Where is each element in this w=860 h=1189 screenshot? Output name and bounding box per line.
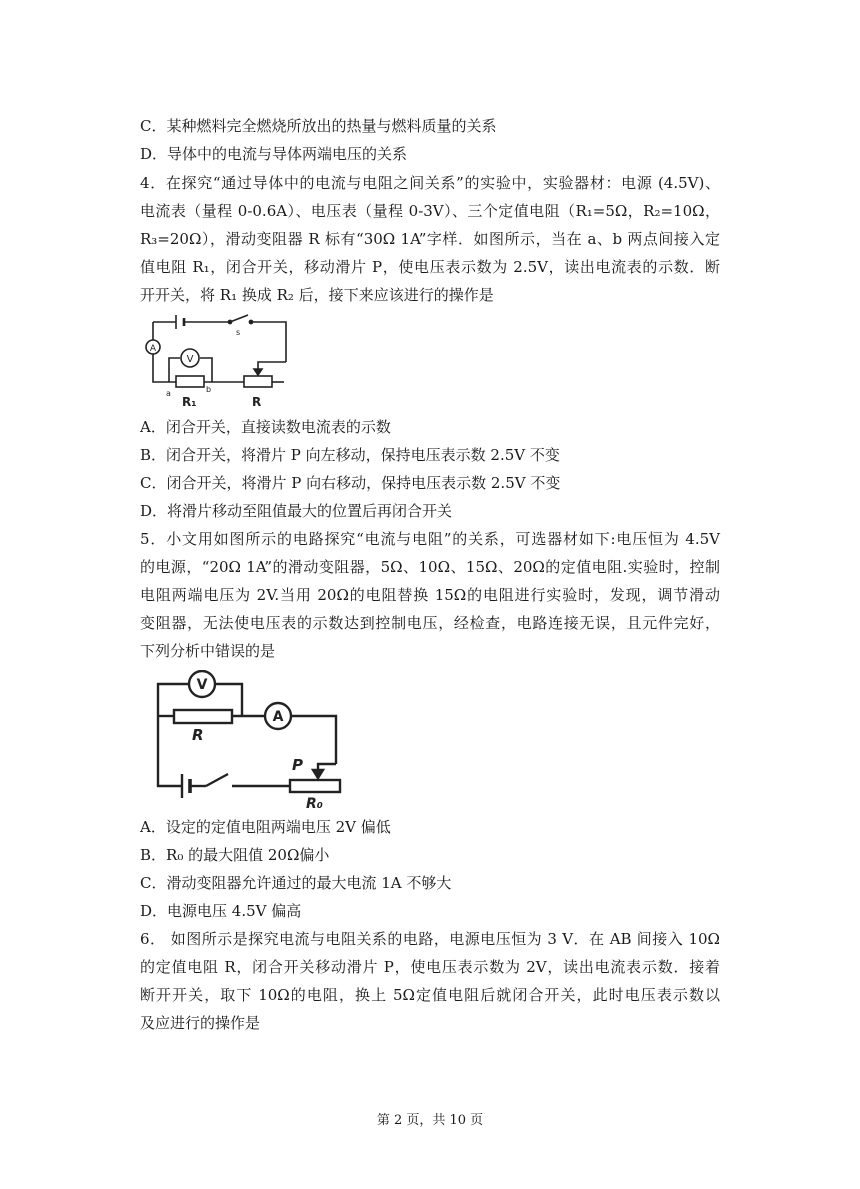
- q4-r1-label: R₁: [182, 395, 197, 409]
- q5-r0-label: R₀: [306, 796, 323, 810]
- q5-stem-line-4: 变阻器，无法使电压表的示数达到控制电压，经检查，电路连接无误，且元件完好，: [140, 614, 720, 632]
- q4-option-b: B．闭合开关，将滑片 P 向左移动，保持电压表示数 2.5V 不变: [140, 446, 560, 464]
- q5-stem-line-1: 5．小文用如图所示的电路探究“电流与电阻”的关系，可选器材如下:电压恒为 4.5V: [140, 530, 720, 548]
- q6-stem-line-3: 断开开关，取下 10Ω的电阻，换上 5Ω定值电阻后就闭合开关，此时电压表示数以: [140, 986, 720, 1004]
- page-footer: 第 2 页，共 10 页: [376, 1113, 484, 1128]
- q5-ammeter-label: A: [272, 709, 284, 725]
- q3-option-d: D．导体中的电流与导体两端电压的关系: [140, 145, 408, 163]
- q5-r-label: R: [192, 726, 204, 744]
- q5-stem-line-3: 电阻两端电压为 2V.当用 20Ω的电阻替换 15Ω的电阻进行实验时，发现，调节滑动: [140, 586, 720, 604]
- q5-p-label: P: [292, 756, 303, 774]
- q5-option-b: B．R₀ 的最大阻值 20Ω偏小: [140, 846, 330, 864]
- q5-stem-line-2: 的电源，“20Ω 1A”的滑动变阻器，5Ω、10Ω、15Ω、20Ω的定值电阻.实验时，控制: [140, 558, 720, 576]
- q4-stem-line-4: 值电阻 R₁，闭合开关，移动滑片 P，使电压表示数为 2.5V，读出电流表的示数．断: [140, 258, 720, 276]
- q4-ammeter-label: A: [149, 344, 157, 354]
- q5-option-a: A．设定的定值电阻两端电压 2V 偏低: [140, 818, 391, 836]
- q4-point-b-label: b: [206, 385, 212, 394]
- q4-switch-label: s: [236, 328, 241, 337]
- q6-stem-line-1: 6． 如图所示是探究电流与电阻关系的电路，电源电压恒为 3 V．在 AB 间接入 10Ω: [140, 930, 720, 948]
- q4-stem-line-3: R₃=20Ω），滑动变阻器 R 标有“30Ω 1A”字样．如图所示，当在 a、b 两点间接入定: [140, 230, 720, 248]
- q5-circuit-diagram: [150, 670, 350, 810]
- q6-stem-line-4: 及应进行的操作是: [140, 1014, 261, 1032]
- q4-point-a-label: a: [166, 389, 171, 398]
- q4-option-d: D．将滑片移动至阻值最大的位置后再闭合开关: [140, 502, 453, 520]
- q4-option-a: A．闭合开关，直接读数电流表的示数: [140, 418, 391, 436]
- q4-option-c: C．闭合开关，将滑片 P 向右移动，保持电压表示数 2.5V 不变: [140, 474, 561, 492]
- q5-option-d: D．电源电压 4.5V 偏高: [140, 902, 302, 920]
- q5-stem-line-5: 下列分析中错误的是: [140, 642, 276, 660]
- q4-stem-line-1: 4．在探究“通过导体中的电流与电阻之间关系”的实验中，实验器材：电源 (4.5V)、: [140, 174, 720, 192]
- q6-stem-line-2: 的定值电阻 R，闭合开关移动滑片 P，使电压表示数为 2V，读出电流表示数．接着: [140, 958, 720, 976]
- q4-r-label: R: [252, 395, 262, 409]
- q4-voltmeter-label: V: [186, 354, 194, 365]
- q3-option-c: C．某种燃料完全燃烧所放出的热量与燃料质量的关系: [140, 117, 497, 135]
- q4-circuit-diagram: [138, 310, 298, 410]
- q4-stem-line-5: 开开关，将 R₁ 换成 R₂ 后，接下来应该进行的操作是: [140, 286, 494, 304]
- q4-stem-line-2: 电流表（量程 0-0.6A）、电压表（量程 0-3V）、三个定值电阻（R₁=5Ω，R₂=10Ω，: [140, 202, 720, 220]
- q5-option-c: C．滑动变阻器允许通过的最大电流 1A 不够大: [140, 874, 452, 892]
- q5-voltmeter-label: V: [196, 677, 208, 693]
